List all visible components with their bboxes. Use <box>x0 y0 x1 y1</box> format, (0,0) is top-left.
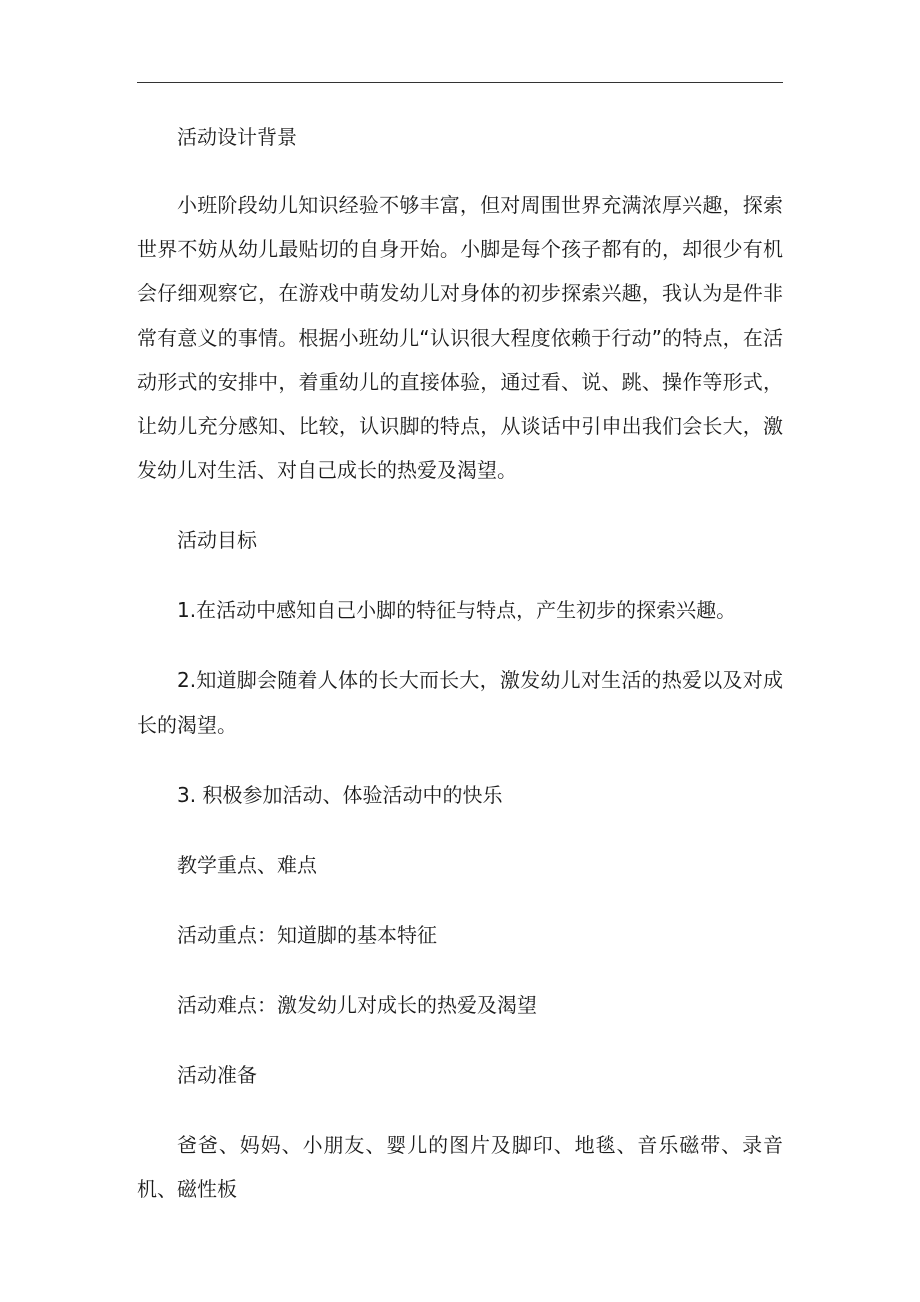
heading-key-difficult-points: 教学重点、难点 <box>177 852 317 877</box>
paragraph-preparation: 爸爸、妈妈、小朋友、婴儿的图片及脚印、地毯、音乐磁带、录音机、磁性板 <box>137 1132 783 1202</box>
header-rule <box>137 82 783 83</box>
paragraph-background: 小班阶段幼儿知识经验不够丰富，但对周围世界充满浓厚兴趣，探索世界不妨从幼儿最贴切的自身开始。小脚是每个孩子都有的，却很少有机会仔细观察它，在游戏中萌发幼儿对身体的初步探索兴趣，我认为是件非常有意义的事情。根据小班幼儿“认识很大程度依赖于行动”的特点，在活动形式的安排中，着重幼儿的直接体验，通过看、说、跳、操作等形式，让幼儿充分感知、比较，认识脚的特点，从谈话中引申出我们会长大，激发幼儿对生活、对自己成长的热爱及渴望。 <box>137 193 783 483</box>
heading-activity-background: 活动设计背景 <box>177 125 297 149</box>
difficult-point: 活动难点：激发幼儿对成长的热爱及渴望 <box>177 992 537 1017</box>
document-body <box>137 115 783 1211</box>
heading-activity-goals: 活动目标 <box>177 528 257 553</box>
heading-activity-preparation: 活动准备 <box>177 1062 257 1087</box>
goal-item-2: 2.知道脚会随着人体的长大而长大，激发幼儿对生活的热爱以及对成长的渴望。 <box>137 668 783 737</box>
goal-item-3: 3. 积极参加活动、体验活动中的快乐 <box>177 782 503 807</box>
goal-item-1: 1.在活动中感知自己小脚的特征与特点，产生初步的探索兴趣。 <box>177 598 737 623</box>
key-point: 活动重点：知道脚的基本特征 <box>177 922 437 947</box>
